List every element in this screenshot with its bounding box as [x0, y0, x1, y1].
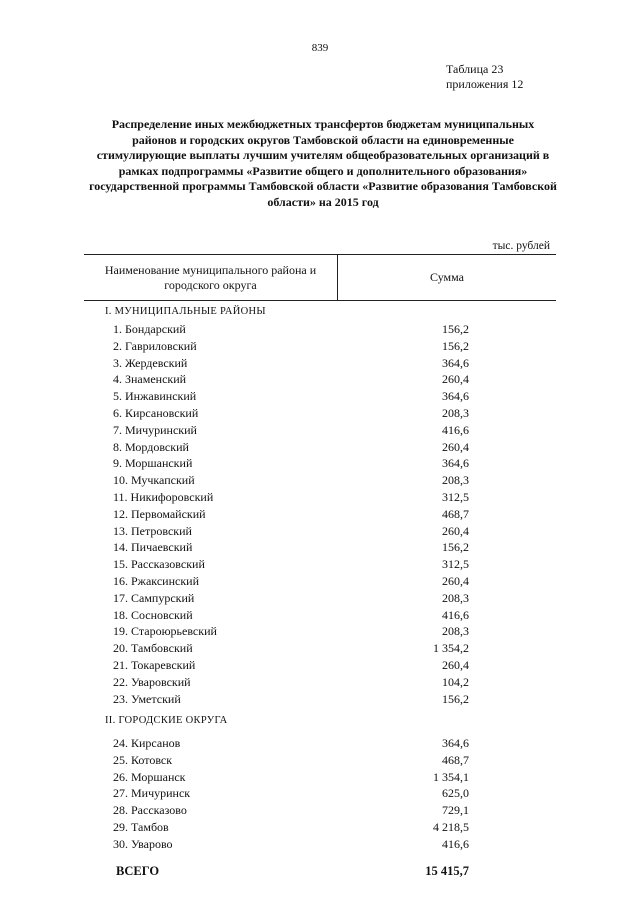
row-value: 364,6 — [442, 456, 469, 471]
column-header-sum: Сумма — [430, 270, 464, 284]
row-value: 364,6 — [442, 355, 469, 370]
row-value: 1 354,1 — [433, 769, 469, 784]
table-row — [0, 389, 640, 405]
units-label: тыс. рублей — [492, 240, 550, 252]
row-value: 260,4 — [442, 523, 469, 538]
table-row — [0, 507, 640, 523]
row-value: 208,3 — [442, 624, 469, 639]
row-value: 468,7 — [442, 752, 469, 767]
table-top-rule — [84, 254, 556, 255]
table-reference-line2: приложения 12 — [446, 77, 524, 91]
row-name: 10. Мучкапский — [113, 473, 195, 488]
row-value: 625,0 — [442, 786, 469, 801]
table-row — [0, 770, 640, 786]
row-name: 6. Кирсановский — [113, 406, 199, 420]
row-value: 260,4 — [442, 439, 469, 454]
table-row — [0, 440, 640, 456]
row-name: 26. Моршанск — [113, 769, 186, 784]
table-row — [0, 753, 640, 769]
table-row — [0, 322, 640, 338]
row-name: 29. Тамбов — [113, 820, 169, 834]
row-name: 19. Староюрьевский — [113, 624, 217, 639]
document-title: Распределение иных межбюджетных трансфертов бюджетам муниципальных районов и городских округов Тамбовской области на единовременные стимулирующие выплаты лучшим учителям общеобразовательных организаций в рамках подпрограммы «Развитие общего и дополнительного образования» государственной программы Тамбовской области «Развитие образования Тамбовской области» на 2015 год — [89, 117, 557, 209]
row-value: 416,6 — [442, 607, 469, 622]
row-value: 364,6 — [442, 389, 469, 404]
row-value: 208,3 — [442, 473, 469, 488]
row-name: 4. Знаменский — [113, 372, 187, 387]
row-name: 22. Уваровский — [113, 674, 191, 689]
total-label: ВСЕГО — [116, 864, 160, 878]
section-title: I. МУНИЦИПАЛЬНЫЕ РАЙОНЫ — [105, 306, 266, 317]
table-row — [0, 641, 640, 657]
table-row — [0, 624, 640, 640]
row-name: 21. Токаревский — [113, 658, 196, 672]
row-name: 3. Жердевский — [113, 355, 188, 370]
row-name: 9. Моршанский — [113, 456, 193, 471]
row-name: 24. Кирсанов — [113, 736, 181, 750]
row-value: 312,5 — [442, 490, 469, 504]
section-title: II. ГОРОДСКИЕ ОКРУГА — [105, 715, 228, 726]
table-row — [0, 456, 640, 472]
row-value: 208,3 — [442, 406, 469, 420]
row-value: 468,7 — [442, 506, 469, 521]
table-row — [0, 837, 640, 853]
table-row — [0, 692, 640, 708]
table-row — [0, 423, 640, 439]
row-value: 1 354,2 — [433, 641, 469, 656]
table-row — [0, 803, 640, 819]
row-value: 729,1 — [442, 803, 469, 818]
row-name: 28. Рассказово — [113, 803, 187, 818]
row-name: 23. Уметский — [113, 691, 181, 706]
row-name: 18. Сосновский — [113, 607, 193, 622]
row-value: 156,2 — [442, 540, 469, 555]
row-name: 2. Гавриловский — [113, 338, 197, 353]
row-name: 13. Петровский — [113, 523, 192, 538]
row-value: 156,2 — [442, 338, 469, 353]
row-value: 104,2 — [442, 674, 469, 689]
table-reference-line1: Таблица 23 — [446, 62, 504, 76]
table-row — [0, 658, 640, 674]
table-row — [0, 372, 640, 388]
table-row — [0, 473, 640, 489]
row-value: 312,5 — [442, 557, 469, 572]
row-name: 1. Бондарский — [113, 322, 186, 336]
row-value: 4 218,5 — [433, 820, 469, 834]
table-row — [0, 540, 640, 556]
row-name: 15. Рассказовский — [113, 557, 205, 572]
column-header-name: Наименование муниципального района и городского округа — [104, 263, 317, 292]
table-row — [0, 406, 640, 422]
row-name: 27. Мичуринск — [113, 786, 191, 801]
table-row — [0, 608, 640, 624]
row-name: 17. Сампурский — [113, 590, 195, 605]
total-value: 15 415,7 — [425, 864, 469, 878]
row-name: 5. Инжавинский — [113, 389, 197, 404]
row-name: 30. Уварово — [113, 836, 173, 851]
table-row — [0, 675, 640, 691]
page-number: 839 — [311, 42, 329, 54]
table-row — [0, 736, 640, 752]
table-row — [0, 820, 640, 836]
row-name: 14. Пичаевский — [113, 540, 193, 555]
row-value: 260,4 — [442, 372, 469, 387]
row-value: 364,6 — [442, 736, 469, 750]
row-name: 20. Тамбовский — [113, 641, 193, 656]
table-row — [0, 356, 640, 372]
row-value: 156,2 — [442, 322, 469, 336]
row-name: 16. Ржаксинский — [113, 574, 199, 588]
table-reference — [446, 62, 523, 92]
table-row — [0, 591, 640, 607]
row-value: 260,4 — [442, 574, 469, 588]
row-name: 8. Мордовский — [113, 439, 189, 454]
table-row — [0, 524, 640, 540]
row-value: 156,2 — [442, 691, 469, 706]
row-name: 12. Первомайский — [113, 506, 206, 521]
row-value: 416,6 — [442, 422, 469, 437]
row-name: 25. Котовск — [113, 752, 173, 767]
table-row — [0, 490, 640, 506]
table-header-rule — [84, 300, 556, 301]
row-name: 11. Никифоровский — [113, 490, 214, 504]
table-row — [0, 786, 640, 802]
row-name: 7. Мичуринский — [113, 422, 197, 437]
table-row — [0, 339, 640, 355]
row-value: 260,4 — [442, 658, 469, 672]
row-value: 208,3 — [442, 590, 469, 605]
table-row — [0, 557, 640, 573]
table-row — [0, 574, 640, 590]
row-value: 416,6 — [442, 836, 469, 851]
